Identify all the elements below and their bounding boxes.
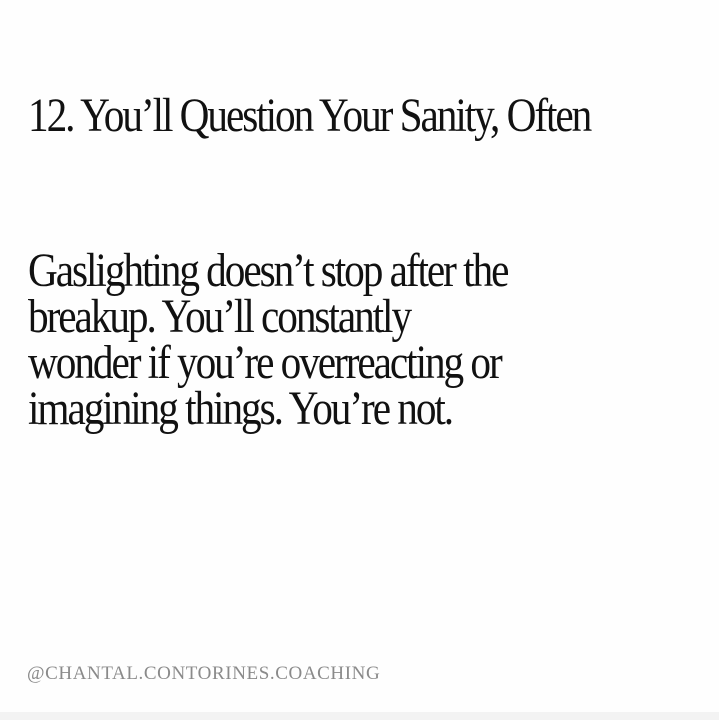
post-body-line: Gaslighting doesn’t stop after the (28, 244, 508, 297)
post-body-line: imagining things. You’re not. (28, 382, 453, 435)
bottom-divider (0, 712, 719, 720)
post-heading: 12. You’ll Question Your Sanity, Often (28, 89, 591, 142)
post-body (28, 244, 716, 435)
post-body-line: wonder if you’re overreacting or (28, 336, 501, 389)
post-body-line: breakup. You’ll constantly (28, 290, 411, 343)
account-handle: @CHANTAL.CONTORINES.COACHING (27, 663, 381, 684)
